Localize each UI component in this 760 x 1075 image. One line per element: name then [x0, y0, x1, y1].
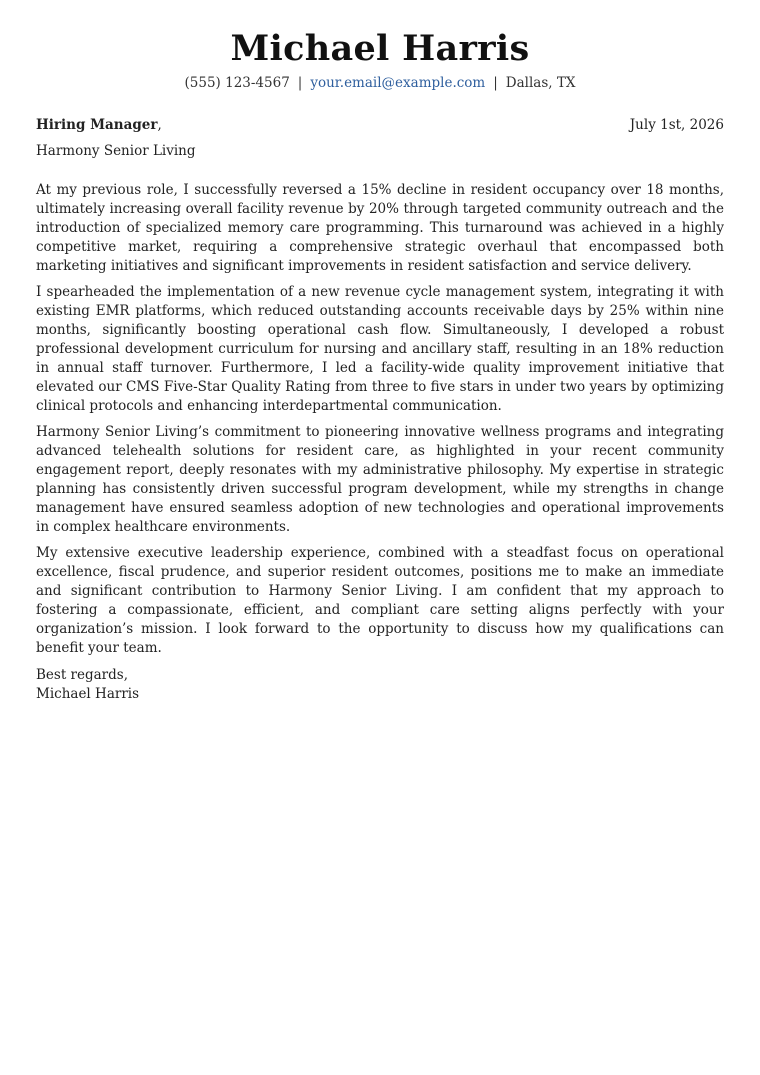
closing-block: [36, 666, 724, 704]
letter-body: [36, 181, 724, 658]
phone-number: (555) 123-4567: [184, 75, 290, 91]
letter-date: July 1st, 2026: [629, 117, 724, 133]
contact-separator: |: [493, 75, 498, 91]
closing-salutation: Best regards,: [36, 667, 129, 683]
applicant-name: Michael Harris: [230, 28, 530, 69]
body-paragraph: At my previous role, I successfully reversed a 15% decline in resident occupancy over 18 months, ultimately increasing overall facility revenue by 20% through targeted community outreach and the introduction of specialized memory care programming. This turnaround was achieved in a highly competitive market, requiring a comprehensive strategic overhaul that encompassed both marketing initiatives and significant improvements in resident satisfaction and service delivery.: [36, 182, 724, 274]
recipient-row: [36, 116, 724, 135]
signature-name: Michael Harris: [36, 686, 140, 702]
cover-letter-page: [36, 0, 724, 704]
location: Dallas, TX: [505, 75, 576, 91]
recipient-block: [36, 116, 162, 135]
contact-separator: |: [297, 75, 303, 91]
recipient-name: Hiring Manager: [36, 117, 158, 133]
body-paragraph: Harmony Senior Living’s commitment to pioneering innovative wellness programs and integrating advanced telehealth solutions for resident care, as highlighted in your recent community engagement report, deeply resonates with my administrative philosophy. My expertise in strategic planning has consistently driven successful program development, while my strengths in change management have ensured seamless adoption of new technologies and operational improvements in complex healthcare environments.: [36, 424, 724, 535]
recipient-suffix: ,: [157, 117, 162, 133]
body-paragraph: I spearheaded the implementation of a new revenue cycle management system, integrating it with existing EMR platforms, which reduced outstanding accounts receivable days by 25% within nine months, significantly boosting operational cash flow. Simultaneously, I developed a robust professional development curriculum for nursing and ancillary staff, resulting in an 18% reduction in annual staff turnover. Furthermore, I led a facility-wide quality improvement initiative that elevated our CMS Five-Star Quality Rating from three to five stars in under two years by optimizing clinical protocols and enhancing interdepartmental communication.: [36, 284, 724, 414]
recipient-company: Harmony Senior Living: [36, 143, 196, 159]
email-link[interactable]: your.email@example.com: [310, 75, 486, 91]
contact-line: [36, 74, 724, 92]
body-paragraph: My extensive executive leadership experience, combined with a steadfast focus on operational excellence, fiscal prudence, and superior resident outcomes, positions me to make an immediate and significant contribution to Harmony Senior Living. I am confident that my approach to fostering a compassionate, efficient, and compliant care setting aligns perfectly with your organization’s mission. I look forward to the opportunity to discuss how my qualifications can benefit your team.: [36, 545, 724, 656]
